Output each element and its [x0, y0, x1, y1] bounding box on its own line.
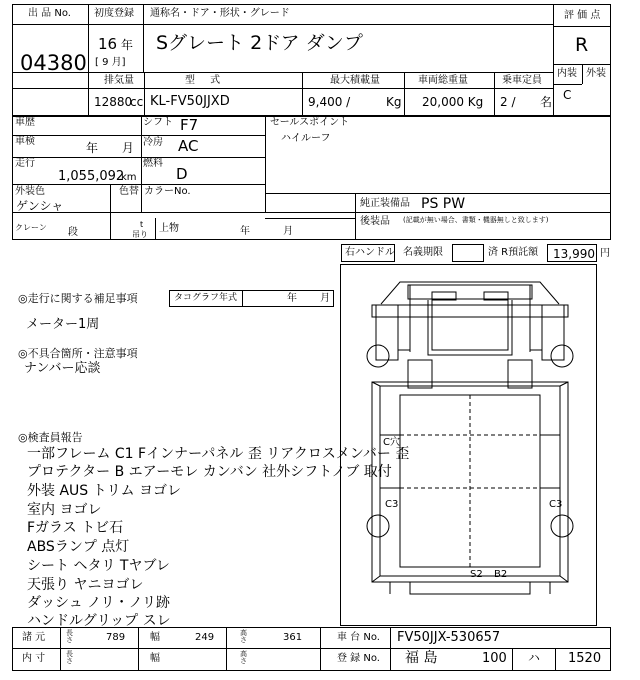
upper-value: 年 月 [240, 226, 294, 237]
recycle-value: 13,990 [553, 247, 595, 261]
report-line: プロテクター B エアーモレ カンバン 社外シフトノブ 取付 [27, 464, 392, 480]
divider [141, 116, 142, 212]
sales-point-value: ハイルーフ [281, 133, 331, 144]
length-label: 長さ [66, 629, 73, 644]
truck-diagram-frame [340, 264, 597, 626]
reg-kana: ハ [528, 651, 541, 665]
after-note: (記載が無い場合、書類・機器無しと致します) [403, 216, 549, 224]
score-value: R [575, 34, 589, 56]
year-value: 16 [98, 35, 118, 53]
lot-label: 出 品 No. [28, 8, 71, 19]
displacement-value: 12880 [94, 95, 133, 109]
divider [155, 218, 156, 240]
length-label: 長さ [66, 650, 73, 665]
chassis-value: FV50JJX-530657 [397, 630, 501, 645]
divider [404, 72, 405, 116]
maxload-label: 最大積載量 [330, 75, 380, 86]
divider [582, 64, 583, 84]
divider [265, 218, 355, 219]
divider [494, 72, 495, 116]
height-value: 361 [283, 632, 303, 643]
shift-value: F7 [180, 116, 199, 134]
report-line: 外装 AUS トリム ヨゴレ [27, 483, 182, 499]
width-value: 249 [195, 632, 215, 643]
travel-label: ◎走行に関する補足事項 [18, 292, 138, 305]
divider [302, 72, 303, 116]
tacho-value: 年 月 [287, 293, 331, 304]
report-line: 室内 ヨゴレ [27, 502, 102, 518]
width-label: 幅 [150, 653, 160, 664]
report-line: ABSランプ 点灯 [27, 539, 130, 555]
recycle-unit: 円 [600, 248, 610, 259]
divider [553, 64, 611, 65]
handle-label: 右ハンドル [345, 247, 395, 258]
month-value: [ 9 月] [95, 57, 126, 68]
crane-t: t [140, 220, 144, 229]
shift-label: シフト [143, 117, 173, 128]
height-label: 高さ [240, 629, 247, 644]
divider [553, 4, 554, 116]
divider [12, 72, 553, 73]
inspection-value: 年 月 [86, 141, 134, 155]
divider [144, 72, 145, 116]
color-no-label: 色替 [119, 186, 139, 197]
capacity-label: 乗車定員 [502, 75, 542, 86]
divider [12, 648, 611, 649]
divider [512, 648, 513, 671]
exterior-label: 外装 [586, 68, 606, 79]
equip-value: PS PW [421, 196, 466, 212]
divider [553, 84, 582, 85]
year-unit: 年 [121, 38, 134, 52]
capacity-value: 2 / [500, 95, 516, 109]
name-label: 通称名・ドア・形状・グレード [150, 8, 290, 19]
width-label: 幅 [150, 632, 160, 643]
sales-point-label: セールスポイント [270, 117, 350, 128]
reg-class: 100 [482, 651, 507, 666]
maxload-value: 9,400 / [308, 95, 351, 109]
report-line: 天張り ヤニヨゴレ [27, 577, 144, 593]
report-line: シート ヘタリ Tヤブレ [27, 558, 170, 574]
model-value: KL-FV50JJXD [150, 94, 230, 109]
naiki-label: 内 寸 [22, 653, 46, 664]
mark-s2: S2 [470, 569, 483, 580]
report-line: ハンドルグリップ スレ [27, 613, 171, 629]
divider [60, 627, 61, 671]
displacement-label: 排気量 [104, 75, 134, 86]
divider [226, 627, 227, 671]
after-label: 後装品 [360, 216, 390, 227]
divider [143, 4, 144, 72]
divider [12, 157, 265, 158]
divider [355, 212, 611, 213]
history-label: 車歴 [15, 117, 35, 128]
report-line: Fガラス トビ石 [27, 520, 124, 536]
cooler-value: AC [178, 137, 199, 155]
divider [88, 4, 89, 116]
mark-c-ana: C穴 [383, 437, 400, 448]
shogen-label: 諸 元 [22, 632, 46, 643]
color-code-label: カラーNo. [144, 186, 191, 197]
maxload-unit: Kg [386, 95, 402, 109]
chassis-label: 車 台 No. [337, 632, 380, 643]
divider [12, 88, 553, 89]
mark-c3-right: C3 [549, 499, 563, 510]
inspector-label: ◎検査員報告 [18, 431, 83, 444]
fuel-label: 燃料 [143, 158, 163, 169]
height-label: 高さ [240, 650, 247, 665]
divider [355, 193, 356, 240]
recycle-label: 済 R預託額 [488, 247, 539, 258]
divider [242, 290, 243, 307]
interior-score: C [563, 88, 572, 102]
ext-color-label: 外装色 [15, 186, 45, 197]
fuel-value: D [176, 165, 188, 183]
reg-label: 登 録 No. [337, 653, 380, 664]
cooler-label: 冷房 [143, 137, 163, 148]
divider [390, 627, 391, 671]
inspection-label: 車検 [15, 136, 35, 147]
length-value: 789 [106, 632, 126, 643]
divider [12, 212, 355, 213]
divider [265, 116, 266, 212]
crane-label: クレーン [15, 223, 47, 232]
reg-area: 福 島 [405, 650, 438, 666]
mileage-unit: km [121, 172, 137, 183]
divider [553, 26, 611, 27]
car-name: Sグレート 2ドア ダンプ [156, 32, 363, 54]
divider [138, 627, 139, 671]
equip-label: 純正装備品 [360, 198, 410, 209]
lot-number: 04380 [20, 51, 87, 75]
meter-note: メーター1周 [26, 317, 100, 332]
divider [555, 648, 556, 671]
score-label: 評 価 点 [564, 10, 601, 21]
displacement-unit: cc [130, 95, 144, 109]
divider [320, 627, 321, 671]
title-label: 名義期限 [403, 247, 443, 258]
model-label: 型 式 [185, 75, 227, 86]
first-reg-label: 初度登録 [94, 8, 134, 19]
divider [12, 24, 553, 25]
mark-c3-left: C3 [385, 499, 399, 510]
upper-label: 上物 [159, 223, 179, 234]
title-box [452, 244, 484, 262]
report-line: 一部フレーム C1 Fインナーパネル 歪 リアクロスメンバー 歪 [27, 446, 410, 462]
defect-note: ナンバー応談 [24, 361, 101, 376]
capacity-unit: 名 [540, 95, 553, 109]
mileage-label: 走行 [15, 158, 35, 169]
divider [265, 193, 611, 194]
mileage-value: 1,055,092 [58, 169, 125, 184]
ext-color-value: ゲンシャ [16, 199, 64, 213]
gross-label: 車両総重量 [418, 75, 468, 86]
tacho-label: タコグラフ年式 [174, 293, 238, 303]
defect-label: ◎不具合箇所・注意事項 [18, 347, 138, 360]
crane-dan: 段 [68, 227, 78, 238]
crane-tsuri: 吊り [132, 230, 148, 239]
interior-label: 内装 [557, 68, 577, 79]
divider [12, 135, 265, 136]
gross-value: 20,000 Kg [422, 95, 484, 109]
reg-number: 1520 [568, 651, 602, 666]
footer-frame [12, 627, 611, 671]
report-line: ダッシュ ノリ・ノリ跡 [27, 595, 171, 611]
divider [12, 184, 265, 185]
mark-b2: B2 [494, 569, 508, 580]
